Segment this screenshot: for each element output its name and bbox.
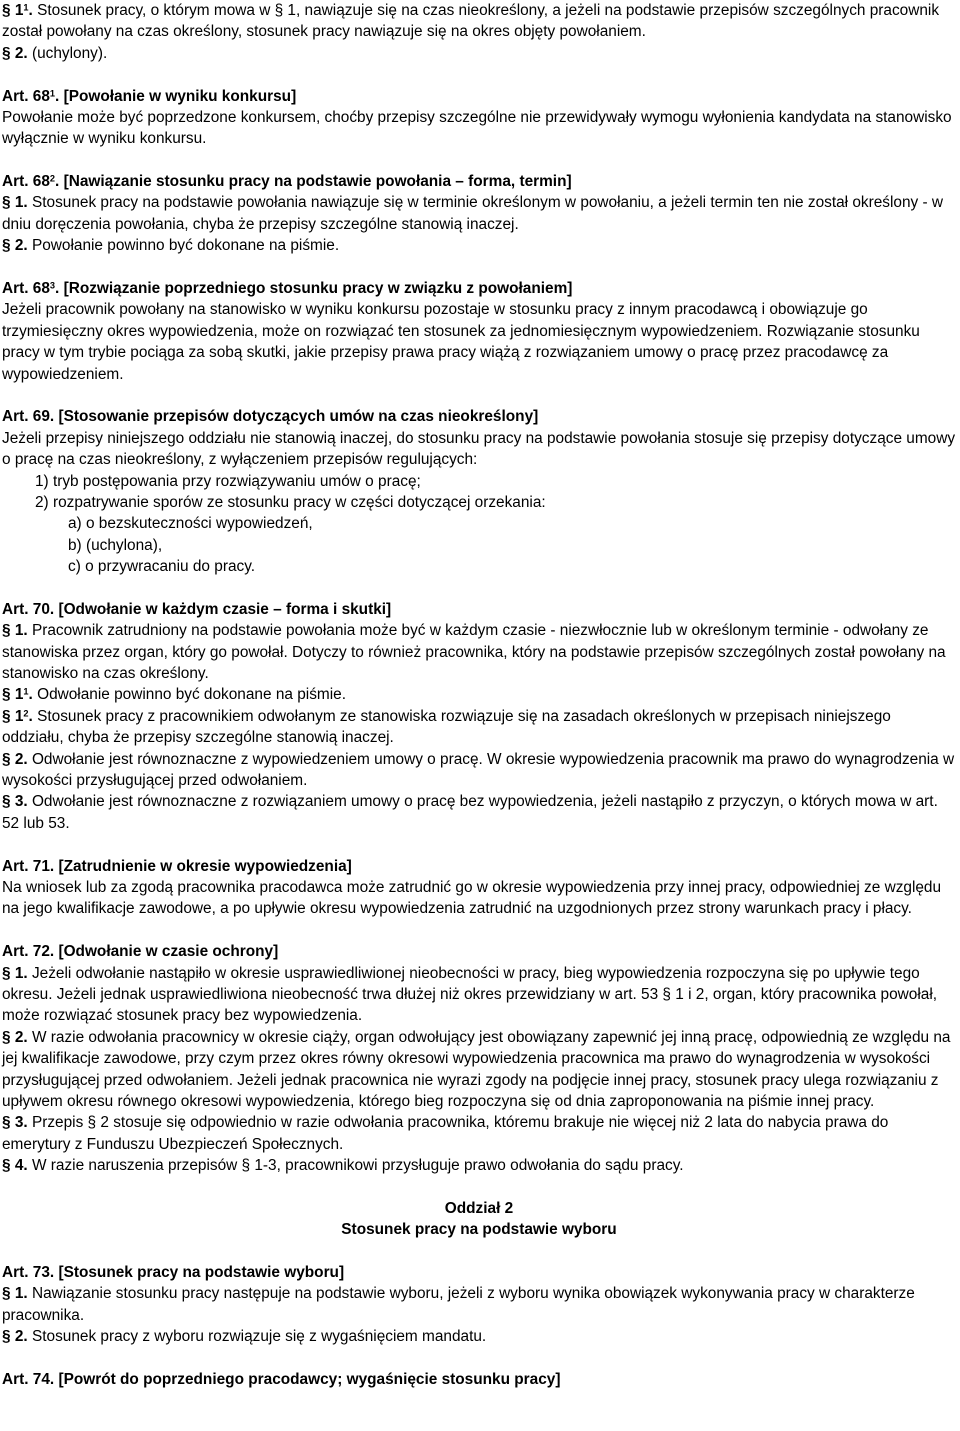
paragraph-68-2-1 (2, 192, 956, 235)
paragraph-text: Stosunek pracy z wyboru rozwiązuje się z wygaśnięciem mandatu. (27, 1328, 487, 1346)
paragraph-text: Odwołanie jest równoznaczne z wypowiedzeniem umowy o pracę. W okresie wypowiedzenia pracownik ma prawo do wynagrodzenia w wysokości przysługującej przed odwołaniem. (2, 750, 955, 790)
paragraph-70-2 (2, 749, 956, 792)
paragraph-number: 1. (14, 964, 28, 982)
paragraph-text: Nawiązanie stosunku pracy następuje na podstawie wyboru, jeżeli z wyboru wynika obowiązek wykonywania pracy w charakterze pracownika. (2, 1285, 915, 1324)
section-sign: § (2, 237, 11, 255)
paragraph-text: Stosunek pracy z pracownikiem odwołanym ze stanowiska rozwiązuje się na zasadach określonych w przepisach niniejszego oddziału, chyba że przepisy szczególne stanowią inaczej. (2, 707, 891, 747)
section-sign: § (2, 1028, 11, 1046)
section-sign: § (2, 622, 11, 640)
article-heading-70: Art. 70. [Odwołanie w każdym czasie – forma i skutki] (2, 600, 392, 618)
article-heading-71: Art. 71. [Zatrudnienie w okresie wypowiedzenia] (2, 857, 352, 875)
sub-list-item: a) o bezskuteczności wypowiedzeń, (68, 515, 313, 533)
paragraph-number: $1^1$. (14, 2, 33, 19)
section-sign: § (2, 1114, 11, 1132)
article-heading-74: Art. 74. [Powrót do poprzedniego pracodawcy; wygaśnięcie stosunku pracy] (2, 1370, 561, 1388)
paragraph-72-2 (2, 1027, 956, 1113)
paragraph-number: 4. (14, 1157, 28, 1175)
paragraph-number: $1^1$. (14, 686, 33, 704)
article-heading-68-3: Art. $68^3$. [Rozwiązanie poprzedniego stosunku pracy w związku z powołaniem] (2, 279, 573, 297)
paragraph-text: Stosunek pracy, o którym mowa w § 1, nawiązuje się na czas nieokreślony, a jeżeli na podstawie przepisów szczególnych pracownik został powołany na czas określony, stosunek pracy nawiązuje się na okres objęty powołaniem. (2, 2, 940, 41)
paragraph-70-1-1 (2, 684, 956, 705)
paragraph-70-1 (2, 620, 956, 684)
section-sign: § (2, 750, 11, 768)
section-sign: § (2, 1157, 11, 1175)
section-sign: § (2, 793, 11, 811)
sub-list-item: c) o przywracaniu do pracy. (68, 558, 256, 576)
paragraph-text: W razie naruszenia przepisów § 1-3, pracownikowi przysługuje prawo odwołania do sądu pracy. (27, 1157, 684, 1175)
article-heading-68-1: Art. $68^1$. [Powołanie w wyniku konkursu] (2, 87, 297, 105)
paragraph-text: Stosunek pracy na podstawie powołania nawiązuje się w terminie określonym w powołaniu, a jeżeli termin ten nie został określony - w dniu doręczenia powołania, chyba że przepisy szczególne stanowią inaczej. (2, 194, 944, 233)
section-sign: § (2, 707, 11, 725)
section-sign: § (2, 964, 11, 982)
paragraph-text: Odwołanie powinno być dokonane na piśmie. (32, 686, 346, 704)
section-sign: § (2, 194, 11, 212)
list-item: 1) tryb postępowania przy rozwiązywaniu umów o pracę; (35, 472, 421, 490)
sub-list-item: b) (uchylona), (68, 536, 163, 554)
article-heading-73: Art. 73. [Stosunek pracy na podstawie wyboru] (2, 1263, 345, 1281)
paragraph-72-3 (2, 1112, 956, 1155)
article-text: Powołanie może być poprzedzone konkursem, choćby przepisy szczególne nie przewidywały wymogu wyłonienia kandydata na stanowisko wyłącznie w wyniku konkursu. (2, 108, 952, 148)
paragraph-number: 1. (14, 194, 28, 212)
paragraph-72-4 (2, 1155, 956, 1176)
paragraph-number: 3. (14, 1114, 28, 1132)
paragraph-text: Jeżeli odwołanie nastąpiło w okresie usprawiedliwionej nieobecności w pracy, bieg wypowiedzenia rozpoczyna się po upływie tego okresu. Jeżeli jednak usprawiedliwiona nieobecność trwa dłużej niż okres przewidziany w art. 53 § 1 i 2, organ, który pracownika powołał, może rozwiązać stosunek pracy bez wypowiedzenia. (2, 964, 938, 1025)
paragraph-text: Pracownik zatrudniony na podstawie powołania może być w każdym czasie - niezwłocznie lub w określonym terminie - odwołany ze stanowiska przez organ, który go powołał. Dotyczy to również pracownika, który na podstawie przepisów szczególnych został powołany na stanowisko na czas określony. (2, 622, 946, 683)
paragraph-number: 2. (14, 44, 28, 62)
section-sign: § (2, 686, 11, 704)
paragraph-73-1 (2, 1283, 956, 1326)
paragraph-text: Przepis § 2 stosuje się odpowiednio w razie odwołania pracownika, któremu brakuje nie więcej niż 2 lata do nabycia prawa do emerytury z Funduszu Ubezpieczeń Społecznych. (2, 1114, 889, 1153)
paragraph-number: 3. (14, 793, 28, 811)
paragraph-number: 1. (14, 1285, 28, 1303)
article-heading-68-2: Art. $68^2$. [Nawiązanie stosunku pracy na podstawie powołania – forma, termin] (2, 173, 572, 191)
paragraph-text: W razie odwołania pracownicy w okresie ciąży, organ odwołujący jest obowiązany zapewnić jej inną pracę, odpowiednią ze względu na jej kwalifikacje zawodowe, przy czym przez okres równy okresowi wypowiedzenia pracownica ma prawo do wynagrodzenia w wysokości przysługującej przed odwołaniem. Jeżeli jednak pracownica nie wyrazi zgody na podjęcie innej pracy, stosunek pracy ulega rozwiązaniu z upływem okresu równego okresowi wypowiedzenia, którego bieg rozpoczyna się od dnia zaproponowania na piśmie innej pracy. (2, 1028, 951, 1110)
paragraph-text: (uchylony). (27, 44, 108, 62)
section-sign: § (2, 44, 11, 62)
paragraph-number: $1^2$. (14, 707, 33, 725)
paragraph-number: 2. (14, 750, 28, 768)
paragraph-text: Powołanie powinno być dokonane na piśmie. (27, 237, 340, 255)
list-item: 2) rozpatrywanie sporów ze stosunku pracy w części dotyczącej orzekania: (35, 493, 546, 511)
section-sign: § (2, 2, 11, 19)
article-heading-69: Art. 69. [Stosowanie przepisów dotyczących umów na czas nieokreślony] (2, 408, 539, 426)
paragraph-68-2-2 (2, 235, 956, 256)
article-text: Jeżeli pracownik powołany na stanowisko w wyniku konkursu pozostaje w stosunku pracy z innym pracodawcą i obowiązuje go trzymiesięczny okres wypowiedzenia, może on rozwiązać ten stosunek za jednomiesięcznym wypowiedzeniem. Rozwiązanie stosunku pracy w tym trybie pociąga za sobą skutki, jakie przepisy prawa pracy wiążą z rozwiązaniem umowy o pracę przez pracodawcę za wypowiedzeniem. (2, 301, 920, 383)
paragraph-number: 2. (14, 1328, 28, 1346)
article-heading-72: Art. 72. [Odwołanie w czasie ochrony] (2, 943, 279, 961)
division-number: Oddział 2 (444, 1199, 514, 1217)
paragraph-text: Odwołanie jest równoznaczne z rozwiązaniem umowy o pracę bez wypowiedzenia, jeżeli nastąpiło z przyczyn, o których mowa w art. 52 lub 53. (2, 793, 938, 832)
paragraph-number: 1. (14, 622, 28, 640)
paragraph-72-1 (2, 963, 956, 1027)
paragraph-number: 2. (14, 1028, 28, 1046)
paragraph-73-2 (2, 1326, 956, 1347)
article-text: Jeżeli przepisy niniejszego oddziału nie stanowią inaczej, do stosunku pracy na podstawie powołania stosuje się przepisy dotyczące umowy o pracę na czas nieokreślony, z wyłączeniem przepisów regulujących: (2, 429, 956, 469)
paragraph-70-1-2 (2, 706, 956, 749)
paragraph-2 (2, 43, 956, 64)
article-text: Na wniosek lub za zgodą pracownika pracodawca może zatrudnić go w okresie wypowiedzenia przy innej pracy, odpowiedniej ze względu na jego kwalifikacje zawodowe, a po upływie okresu wypowiedzenia zatrudnić na uzgodnionych przez strony warunkach pracy i płacy. (2, 879, 942, 918)
division-title: Stosunek pracy na podstawie wyboru (341, 1221, 617, 1239)
paragraph-number: 2. (14, 237, 28, 255)
section-sign: § (2, 1328, 11, 1346)
paragraph-70-3 (2, 791, 956, 834)
paragraph-1-1 (2, 0, 956, 43)
section-sign: § (2, 1285, 11, 1303)
